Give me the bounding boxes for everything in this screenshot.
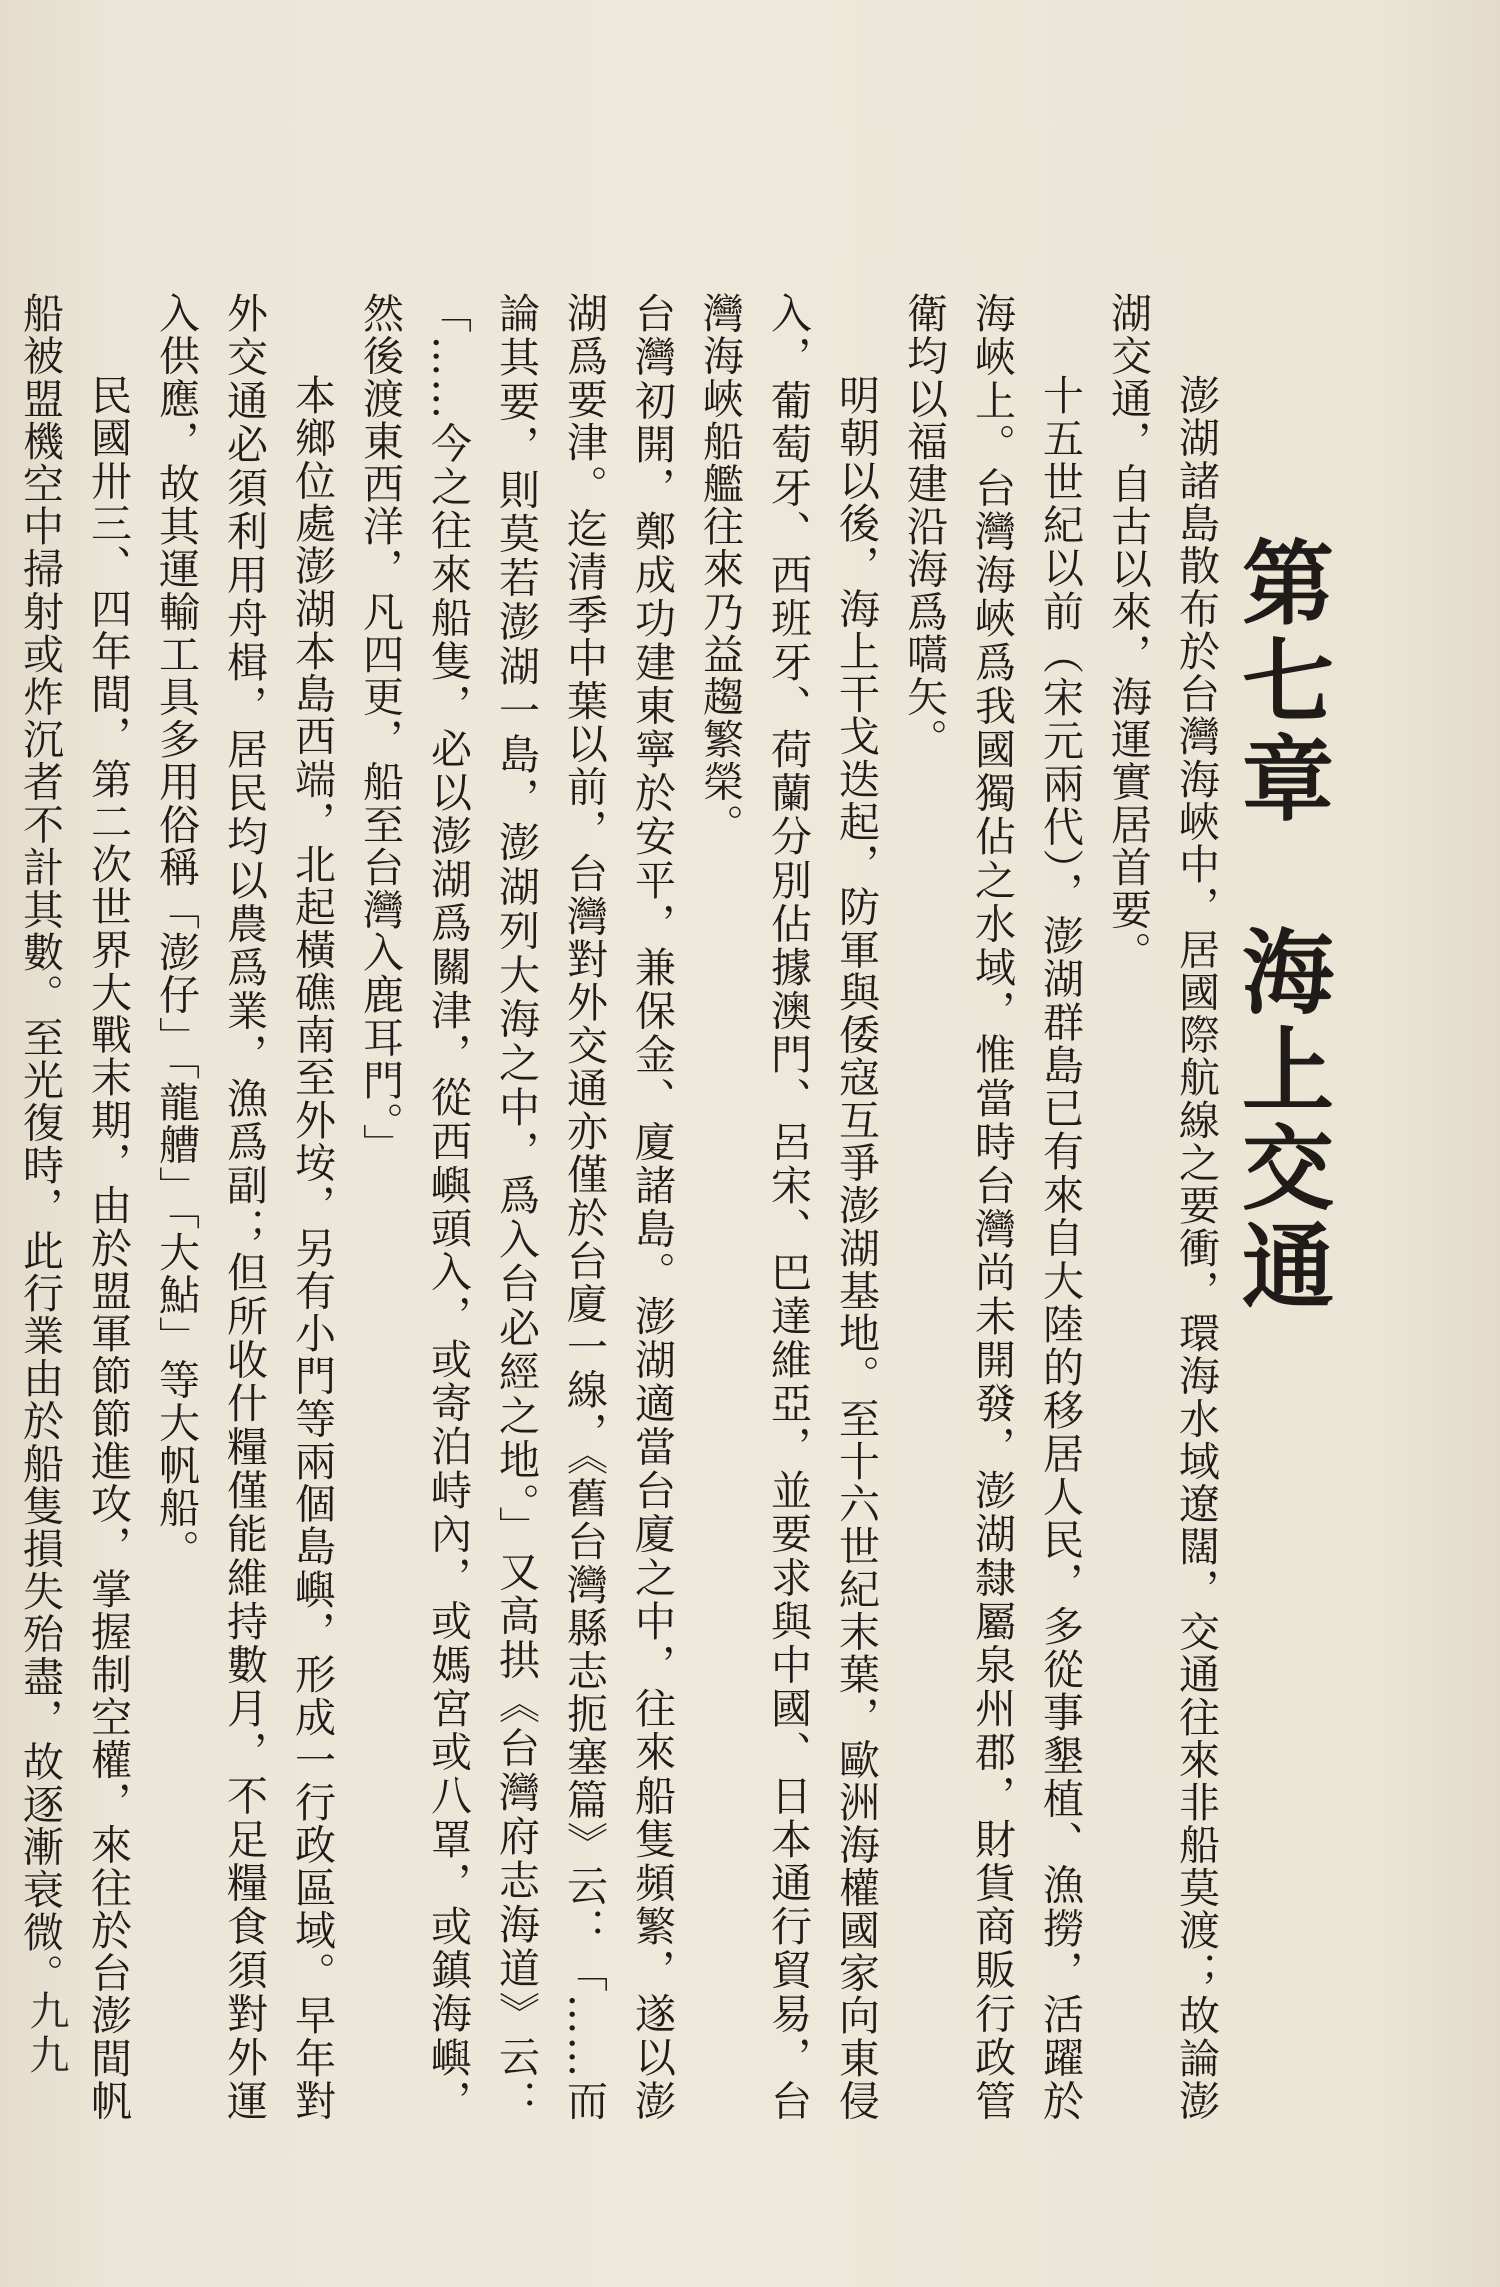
paragraph-6: 民國卅三、四年間，第二次世界大戰末期，由於盟軍節節進攻，掌握制空權，來往於台澎間帆船被盟機空中掃射或炸沉者不計其數。至光復時，此行業由於船隻損失殆盡，故逐漸衰微。 (16, 292, 132, 2122)
paragraph-2: 十五世紀以前（宋元兩代），澎湖群島已有來自大陸的移居人民，多從事墾植、漁撈，活躍於海峽上。台灣海峽爲我國獨佔之水域，惟當時台灣尚未開發，澎湖隸屬泉州郡，財貨商販行政管衛均以福建沿海爲嚆矢。 (900, 292, 1084, 2122)
chapter-number: 第七章 (1227, 535, 1334, 829)
paragraph-3: 明朝以後，海上干戈迭起，防軍與倭寇互爭澎湖基地。至十六世紀末葉，歐洲海權國家向東侵入，葡萄牙、西班牙、荷蘭分別佔據澳門、呂宋、巴達維亞，並要求與中國、日本通行貿易，台灣海峽船艦往來乃益趨繁榮。 (696, 292, 880, 2122)
page-number: 九九 (23, 1990, 69, 2078)
paragraph-1: 澎湖諸島散布於台灣海峽中，居國際航線之要衝，環海水域遼闊，交通往來非船莫渡；故論澎湖交通，自古以來，海運實居首要。 (1104, 292, 1220, 2122)
paragraph-4: 台灣初開，鄭成功建東寧於安平，兼保金、廈諸島。澎湖適當台廈之中，往來船隻頻繁，遂以澎湖爲要津。迄清季中葉以前，台灣對外交通亦僅於台廈一線，《舊台灣縣志扼塞篇》云：「……而論其要，則莫若澎湖一島，澎湖列大海之中，爲入台必經之地。」又高拱《台灣府志海道》云：「……今之往來船隻，必以澎湖爲關津，從西嶼頭入，或寄泊峙內，或媽宮或八罩，或鎮海嶼，然後渡東西洋，凡四更，船至台灣入鹿耳門。」 (356, 292, 676, 2122)
chapter-name: 海上交通 (1227, 924, 1334, 1316)
chapter-title (1227, 535, 1334, 1316)
paragraph-5: 本鄉位處澎湖本島西端，北起橫礁南至外垵，另有小門等兩個島嶼，形成一行政區域。早年對外交通必須利用舟楫，居民均以農爲業，漁爲副；但所收什糧僅能維持數月，不足糧食須對外運入供應，故其運輸工具多用俗稱「澎仔」「龍艚」「大鮎」等大帆船。 (152, 292, 336, 2122)
paragraph-7 (0, 292, 6, 2122)
